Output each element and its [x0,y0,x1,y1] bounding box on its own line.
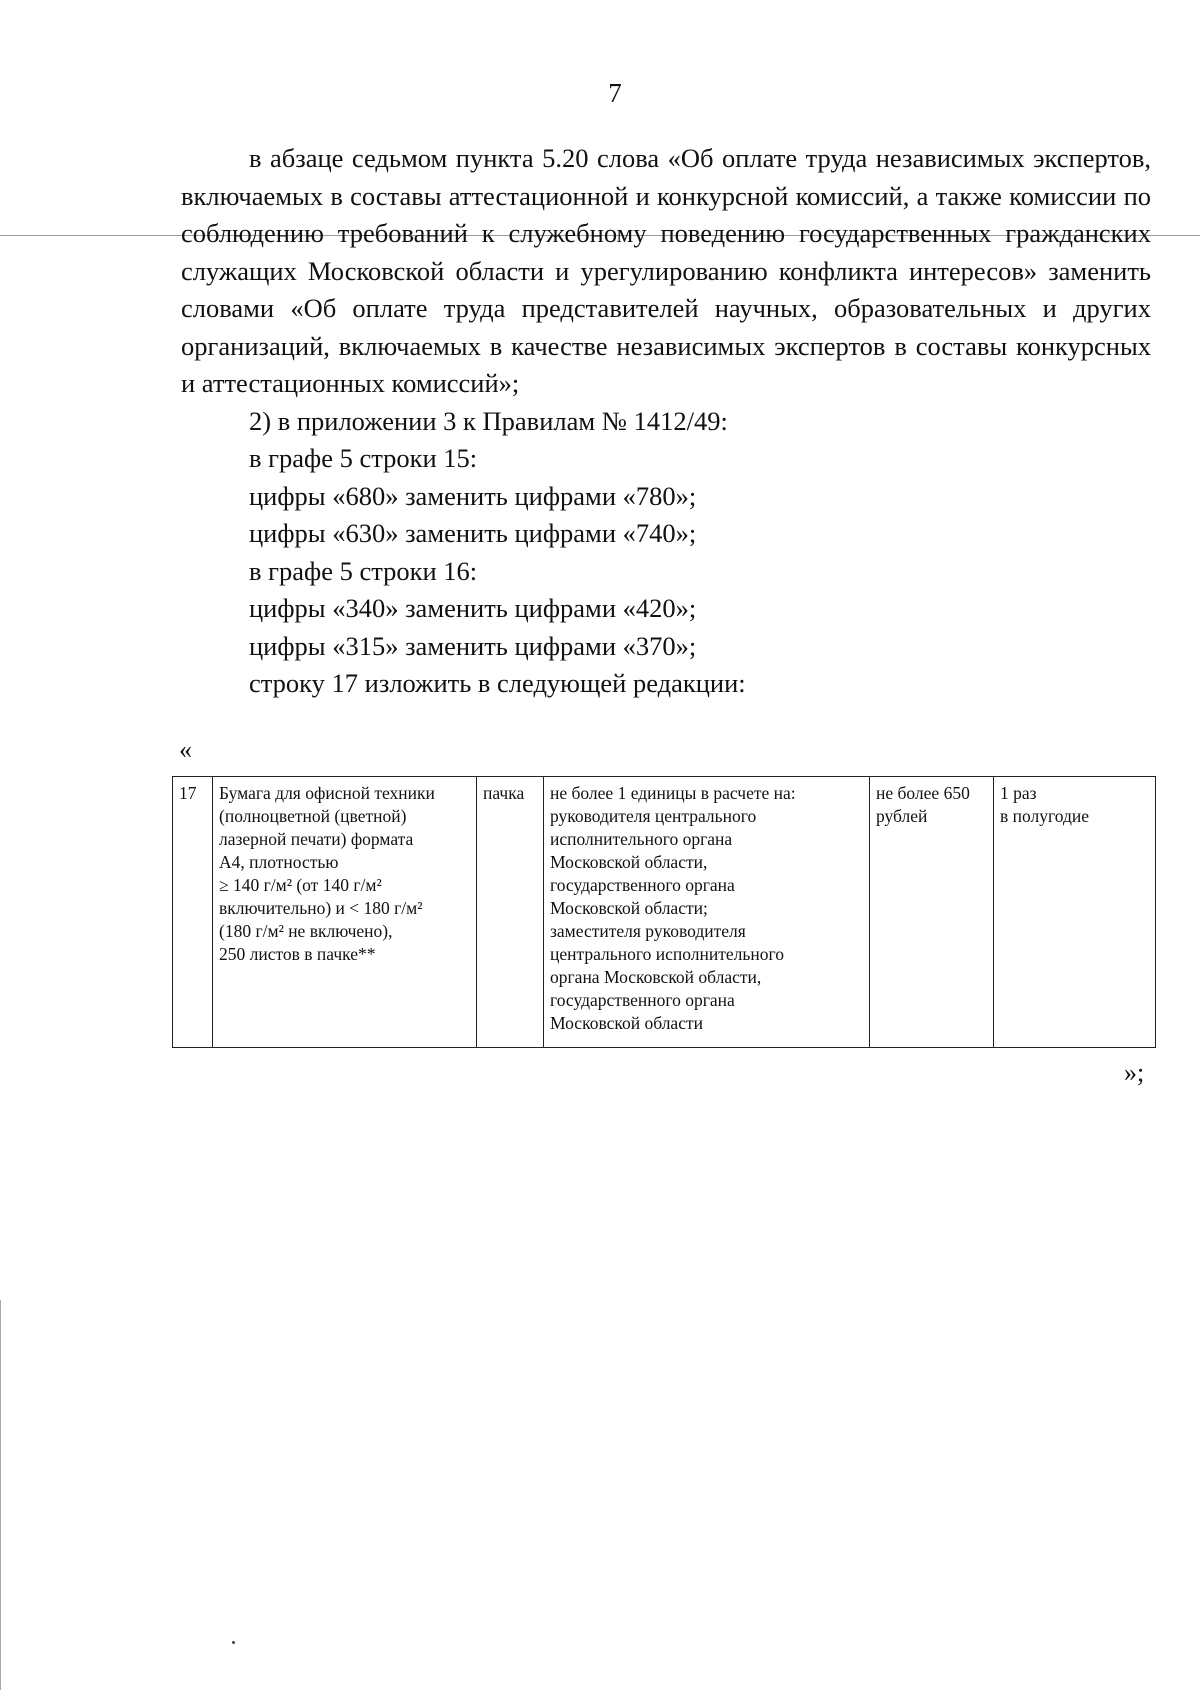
cell-price: не более 650 рублей [870,777,994,1048]
scan-speck [232,1641,235,1644]
amendment-table [172,776,1156,1048]
text-line: в графе 5 строки 16: [249,555,478,586]
text-line: цифры «315» заменить цифрами «370»; [249,630,697,661]
cell-row-number: 17 [173,777,213,1048]
text-line: цифры «680» заменить цифрами «780»; [249,480,697,511]
cell-norm: не более 1 единицы в расчете на: руководителя центрального исполнительного органа Московской области, государственного органа Московской области; заместителя руководителя центрального исполнительного органа Московской области, государственного органа Московской области [544,777,870,1048]
opening-quote: « [179,735,192,764]
scan-artifact-edge [0,1300,1,1690]
text-line: в графе 5 строки 15: [249,443,478,473]
cell-frequency: 1 раз в полугодие [994,777,1156,1048]
table-row [173,777,1156,1048]
page-number: 7 [608,78,622,108]
text-line: цифры «340» заменить цифрами «420»; [249,593,697,623]
text-line: строку 17 изложить в следующей редакции: [249,668,746,698]
paragraph: в абзаце седьмом пункта 5.20 слова «Об оплате труда независимых экспертов, включаемых в составы аттестационной и конкурсной комиссий, а также комиссии по соблюдению требований к служебному поведению государственных гражданских служащих Московской области и урегулированию конфликта интересов» заменить словами «Об оплате труда представителей научных, образовательных и других организаций, включаемых в качестве независимых экспертов в составы конкурсных и аттестационных комиссий»; [181,143,1151,398]
text-line: 2) в приложении 3 к Правилам № 1412/49: [249,405,728,436]
closing-quote: »; [1124,1058,1145,1087]
cell-item-name: Бумага для офисной техники (полноцветной (цветной) лазерной печати) формата А4, плотностью ≥ 140 г/м² (от 140 г/м² включительно) и < 180 г/м² (180 г/м² не включено), 250 листов в пачке** [213,777,477,1048]
document-body [181,140,1151,703]
text-line: цифры «630» заменить цифрами «740»; [249,518,697,548]
cell-unit: пачка [477,777,544,1048]
